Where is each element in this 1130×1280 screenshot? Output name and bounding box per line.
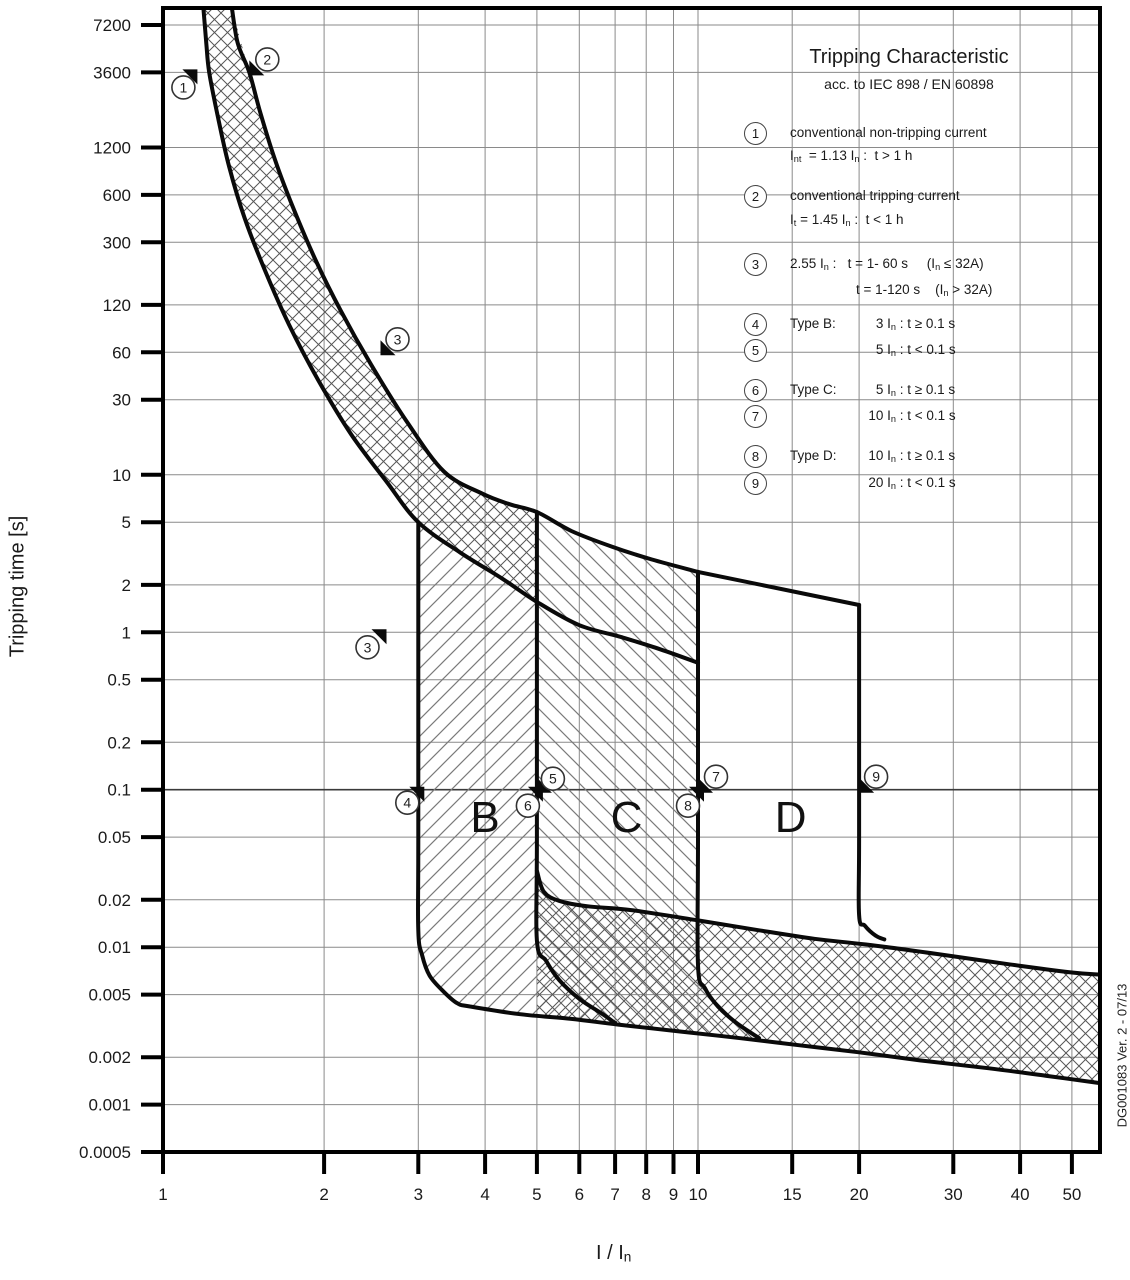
x-axis-title-main: I / I	[596, 1242, 624, 1264]
x-tick-label: 1	[158, 1185, 168, 1204]
legend-type-label: Type B:	[790, 316, 836, 331]
x-tick-label: 20	[849, 1185, 869, 1204]
legend-text: ≤ 32A)	[940, 256, 984, 271]
legend-number-badge: 4	[744, 313, 767, 336]
legend-line	[790, 125, 987, 140]
legend-subscript: n	[890, 413, 896, 424]
y-tick-label: 0.001	[88, 1095, 131, 1115]
legend-value	[852, 316, 896, 332]
legend-subscript: nt	[793, 153, 802, 164]
y-tick-label: 1200	[93, 138, 131, 158]
callout-2	[249, 48, 278, 76]
legend-value	[852, 342, 896, 358]
svg-text:4: 4	[403, 794, 412, 811]
legend-text: 5 I	[875, 382, 891, 397]
x-tick-label: 8	[641, 1185, 651, 1204]
legend-subscript: t	[793, 217, 797, 228]
legend-subscript: n	[890, 347, 896, 358]
y-tick-label: 0.1	[107, 780, 131, 800]
region-label-d: D	[774, 793, 807, 843]
legend-line	[790, 188, 960, 203]
legend-number-badge: 8	[744, 445, 767, 468]
legend-number-badge: 2	[744, 185, 767, 208]
legend-text: : t > 1 h	[859, 148, 913, 163]
legend-line	[790, 212, 904, 228]
legend-text: : t = 1- 60 s (I	[828, 256, 936, 271]
svg-text:3: 3	[363, 639, 372, 656]
legend-subscript: n	[854, 153, 860, 164]
y-tick-label: 60	[112, 343, 131, 363]
legend-type-label: Type D:	[790, 448, 837, 463]
legend-line	[790, 148, 912, 164]
region-label-c: C	[610, 793, 643, 843]
legend-text: : t < 1 h	[850, 212, 904, 227]
x-tick-label: 5	[532, 1185, 542, 1204]
x-tick-label: 10	[688, 1185, 708, 1204]
legend-number-badge: 9	[744, 472, 767, 495]
legend-number-badge: 7	[744, 405, 767, 428]
x-axis-title	[596, 1242, 631, 1265]
y-tick-label: 0.005	[88, 985, 131, 1005]
legend-subscript: n	[935, 261, 941, 272]
callout-1	[172, 69, 198, 99]
legend-type-label: Type C:	[790, 382, 837, 397]
legend-value	[852, 475, 896, 491]
y-tick-label: 0.002	[88, 1048, 131, 1068]
legend-item-1	[744, 122, 1130, 182]
legend-value	[852, 408, 896, 424]
x-tick-label: 30	[943, 1185, 963, 1204]
legend-item-9	[744, 472, 1130, 532]
x-tick-label: 3	[413, 1185, 424, 1204]
legend-text: t = 1-120 s (I	[856, 282, 944, 297]
legend-item-3	[744, 253, 1130, 313]
y-tick-label: 0.0005	[79, 1143, 131, 1162]
svg-text:7: 7	[712, 768, 720, 785]
legend-value	[852, 448, 896, 464]
region-label-b: B	[470, 793, 500, 843]
y-tick-label: 3600	[93, 63, 131, 83]
x-tick-label: 9	[668, 1185, 679, 1204]
legend-condition: : t < 0.1 s	[896, 475, 956, 490]
y-tick-label: 30	[112, 390, 131, 410]
y-tick-label: 600	[102, 185, 131, 205]
legend-line	[790, 256, 984, 272]
x-tick-label: 6	[574, 1185, 585, 1204]
legend-condition: : t ≥ 0.1 s	[896, 448, 956, 463]
legend-value	[852, 382, 896, 398]
y-tick-label: 0.2	[107, 733, 131, 753]
legend-text: 5 I	[875, 342, 891, 357]
y-tick-label: 120	[102, 295, 131, 315]
x-tick-label: 15	[782, 1185, 802, 1204]
y-tick-label: 0.02	[97, 890, 131, 910]
legend-text: I	[790, 212, 794, 227]
legend-text: conventional non-tripping current	[790, 125, 987, 140]
curve-type-d-upper-boundary	[698, 572, 859, 605]
legend-subscript: n	[890, 387, 896, 398]
callout-3	[356, 629, 387, 659]
svg-text:3: 3	[393, 331, 402, 348]
legend-number-badge: 3	[744, 253, 767, 276]
legend-condition: : t ≥ 0.1 s	[896, 382, 956, 397]
legend-item-2	[744, 185, 1130, 245]
legend-text: 3 I	[875, 316, 891, 331]
x-tick-label: 4	[480, 1185, 490, 1204]
legend-subscript: n	[823, 261, 829, 272]
callout-3	[381, 328, 410, 356]
y-tick-label: 0.5	[107, 670, 131, 690]
svg-text:9: 9	[872, 768, 880, 785]
y-tick-label: 0.05	[97, 828, 131, 848]
legend-subscript: n	[943, 287, 949, 298]
y-tick-label: 5	[121, 513, 131, 533]
svg-text:6: 6	[524, 797, 532, 814]
svg-text:1: 1	[179, 79, 188, 96]
legend-text: 20 I	[868, 475, 891, 490]
legend-condition: : t < 0.1 s	[896, 342, 956, 357]
document-version-note: DG001083 Ver. 2 - 07/13	[1114, 983, 1130, 1128]
legend-condition: : t < 0.1 s	[896, 408, 956, 423]
callout-9	[859, 765, 888, 793]
legend-text: conventional tripping current	[790, 188, 960, 203]
legend-condition: : t ≥ 0.1 s	[896, 316, 956, 331]
y-tick-label: 7200	[93, 16, 131, 35]
x-tick-label: 40	[1010, 1185, 1030, 1204]
y-tick-label: 1	[121, 623, 131, 643]
y-tick-label: 0.01	[97, 938, 131, 958]
y-tick-label: 2	[121, 575, 131, 595]
chart-subtitle: acc. to IEC 898 / EN 60898	[824, 76, 994, 92]
legend-text: = 1.45 I	[796, 212, 846, 227]
y-axis-title: Tripping time [s]	[6, 515, 29, 658]
legend-subscript: n	[890, 453, 896, 464]
legend-text: I	[790, 148, 794, 163]
legend-text: 10 I	[868, 448, 891, 463]
legend-text: = 1.13 I	[801, 148, 855, 163]
legend-number-badge: 1	[744, 122, 767, 145]
legend-text: 2.55 I	[790, 256, 824, 271]
legend-number-badge: 5	[744, 339, 767, 362]
legend-number-badge: 6	[744, 379, 767, 402]
legend-line	[856, 282, 992, 298]
legend-subscript: n	[845, 217, 851, 228]
x-tick-label: 7	[610, 1185, 620, 1204]
legend-text: > 32A)	[948, 282, 993, 297]
chart-title: Tripping Characteristic	[809, 46, 1009, 68]
svg-text:5: 5	[549, 770, 557, 787]
x-axis-title-sub: n	[623, 1249, 632, 1265]
x-tick-label: 2	[319, 1185, 329, 1204]
legend-text: 10 I	[868, 408, 891, 423]
y-tick-label: 10	[112, 465, 131, 485]
svg-text:8: 8	[684, 797, 692, 814]
svg-text:2: 2	[263, 51, 272, 68]
x-tick-label: 50	[1062, 1185, 1082, 1204]
legend-subscript: n	[890, 480, 896, 491]
legend-subscript: n	[890, 321, 896, 332]
y-tick-label: 300	[102, 233, 131, 253]
